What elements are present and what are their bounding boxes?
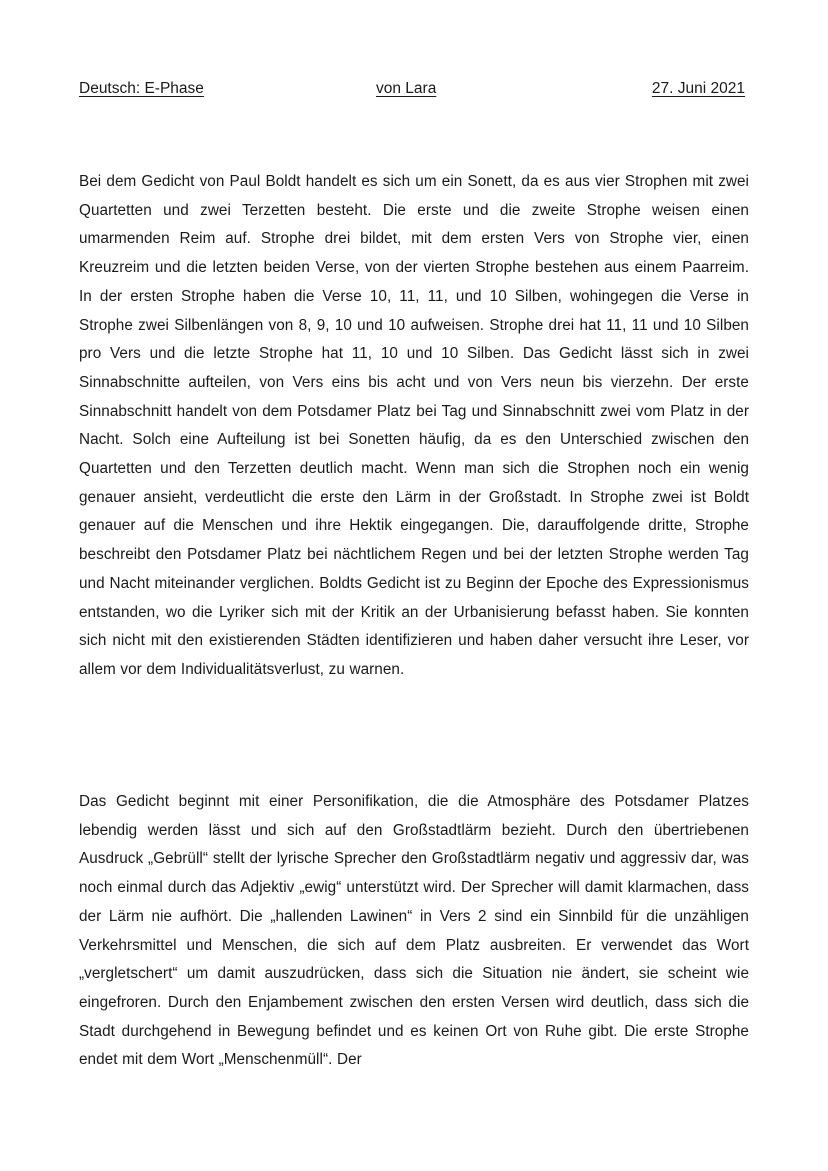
paragraph-first-stanza: Das Gedicht beginnt mit einer Personifikation, die die Atmosphäre des Potsdamer Platzes lebendig werden lässt und sich auf den Großstadtlärm bezieht. Durch den übertriebenen Ausdruck „Gebrüll“ stellt der lyrische Sprecher den Großstadtlärm negativ und aggressiv dar, was noch einmal durch das Adjektiv „ewig“ unterstützt wird. Der Sprecher will damit klarmachen, dass der Lärm nie aufhört. Die „hallenden Lawinen“ in Vers 2 sind ein Sinnbild für die unzähligen Verkehrsmittel und Menschen, die sich auf dem Platz ausbreiten. Er verwendet das Wort „vergletschert“ um damit auszudrücken, dass sich die Situation nie ändert, sie scheint wie eingefroren. Durch den Enjambement zwischen den ersten Versen wird deutlich, dass sich die Stadt durchgehend in Bewegung befindet und es keinen Ort von Ruhe gibt. Die erste Strophe endet mit dem Wort „Menschenmüll“. Der [79,793,749,1069]
header-author: von Lara [376,80,437,97]
header-date: 27. Juni 2021 [651,80,745,97]
paragraph-form-analysis: Bei dem Gedicht von Paul Boldt handelt es sich um ein Sonett, da es aus vier Strophen mit zwei Quartetten und zwei Terzetten besteht. Die erste und die zweite Strophe weisen einen umarmenden Reim auf. Strophe drei bildet, mit dem ersten Vers von Strophe vier, einen Kreuzreim und die letzten beiden Verse, von der vierten Strophe bestehen aus einem Paarreim. In der ersten Strophe haben die Verse 10, 11, 11, und 10 Silben, wohingegen die Verse in Strophe zwei Silbenlängen von 8, 9, 10 und 10 aufweisen. Strophe drei hat 11, 11 und 10 Silben pro Vers und die letzte Strophe hat 11, 10 und 10 Silben. Das Gedicht lässt sich in zwei Sinnabschnitte aufteilen, von Vers eins bis acht und von Vers neun bis vierzehn. Der erste Sinnabschnitt handelt von dem Potsdamer Platz bei Tag und Sinnabschnitt zwei vom Platz in der Nacht. Solch eine Aufteilung ist bei Sonetten häufig, da es den Unterschied zwischen den Quartetten und den Terzetten deutlich macht. Wenn man sich die Strophen noch ein wenig genauer ansieht, verdeutlicht die erste den Lärm in der Großstadt. In Strophe zwei ist Boldt genauer auf die Menschen und ihre Hektik eingegangen. Die, darauffolgende dritte, Strophe beschreibt den Potsdamer Platz bei nächtlichem Regen und bei der letzten Strophe werden Tag und Nacht miteinander verglichen. Boldts Gedicht ist zu Beginn der Epoche des Expressionismus entstanden, wo die Lyriker sich mit der Kritik an der Urbanisierung befasst haben. Sie konnten sich nicht mit den existierenden Städten identifizieren und haben daher versucht ihre Leser, vor allem vor dem Individualitätsverlust, zu warnen. [79,173,749,678]
page-header [79,78,745,100]
header-subject: Deutsch: E-Phase [79,80,204,97]
